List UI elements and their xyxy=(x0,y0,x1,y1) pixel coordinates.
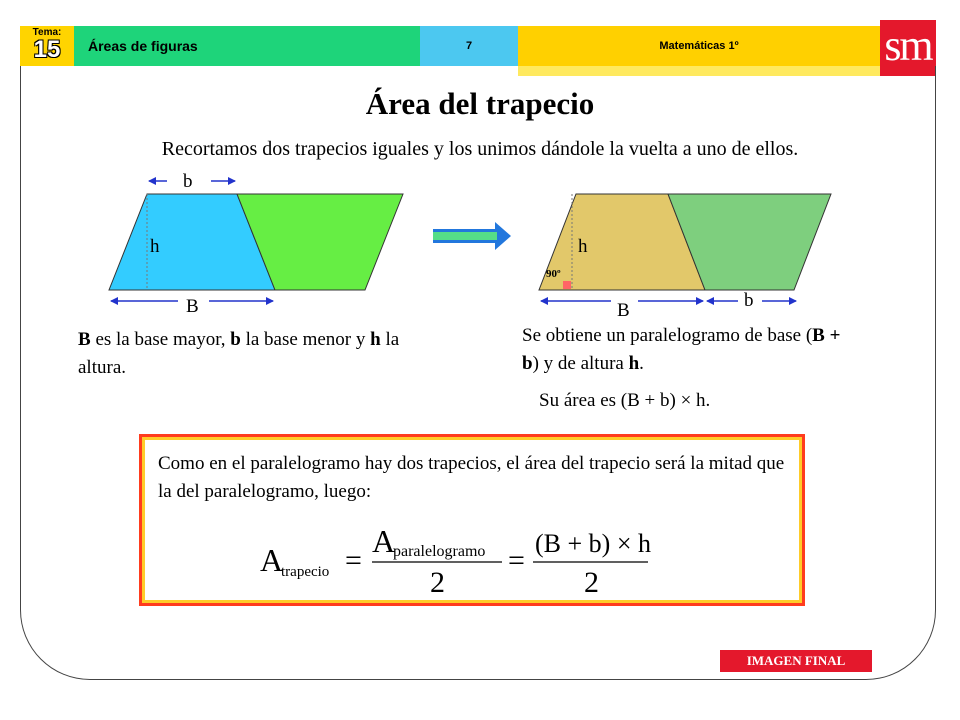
topic-title: Áreas de figuras xyxy=(74,26,420,66)
desc-h: h xyxy=(370,329,381,350)
formula-explanation: Como en el paralelogramo hay dos trapecios, el área del trapecio será la mitad que la del paralelogramo, luego: xyxy=(158,453,785,502)
formula-numerator-2: (B + b) × h xyxy=(535,529,651,558)
right-description xyxy=(522,322,852,378)
tema-label: Tema: xyxy=(32,27,62,38)
intro-text: Recortamos dos trapecios iguales y los unimos dándole la vuelta a uno de ellos. xyxy=(161,138,799,160)
formula-denominator-1: 2 xyxy=(430,566,445,598)
rdesc-part3: . xyxy=(639,353,644,374)
sm-logo: sm xyxy=(880,20,936,76)
transform-arrow-shaft xyxy=(433,232,497,240)
desc-part3: la altura. xyxy=(78,329,400,378)
label-small-base-left: b xyxy=(183,171,193,192)
formula-equals-2: = xyxy=(508,544,525,577)
page-title: Área del trapecio xyxy=(365,86,595,121)
left-description xyxy=(78,326,438,382)
rdesc-part2: ) y de altura xyxy=(532,353,629,374)
subject-title: Matemáticas 1º xyxy=(518,26,880,66)
desc-part2: la base menor y xyxy=(240,329,371,350)
label-angle: 90º xyxy=(546,268,561,280)
label-small-base-right: b xyxy=(744,290,754,311)
label-height-right: h xyxy=(578,236,588,257)
formula-equals-1: = xyxy=(345,544,362,577)
label-large-base-right: B xyxy=(617,300,630,321)
final-image-tag: IMAGEN FINAL xyxy=(720,650,872,672)
rdesc-part1: Se obtiene un paralelogramo de base ( xyxy=(522,325,813,346)
rdesc-h: h xyxy=(628,353,640,374)
desc-b: b xyxy=(230,329,241,350)
formula-denominator-2: 2 xyxy=(584,566,599,598)
label-height-left: h xyxy=(150,236,160,257)
rdesc-sum: B + b xyxy=(522,325,841,374)
desc-B: B xyxy=(78,329,91,350)
formula-A-2: A xyxy=(372,523,396,559)
right-angle-marker xyxy=(563,281,571,289)
page-number: 7 xyxy=(420,26,518,66)
formula-sub-paralelogramo: paralelogramo xyxy=(393,543,486,560)
area-formula xyxy=(250,522,670,598)
formula-A: A xyxy=(260,542,284,578)
tema-number: 15 xyxy=(33,36,61,63)
desc-part1: es la base mayor, xyxy=(90,329,231,350)
label-large-base-left: B xyxy=(186,296,199,317)
area-note: Su área es (B + b) × h. xyxy=(539,390,711,411)
formula-sub-trapecio: trapecio xyxy=(281,564,330,580)
